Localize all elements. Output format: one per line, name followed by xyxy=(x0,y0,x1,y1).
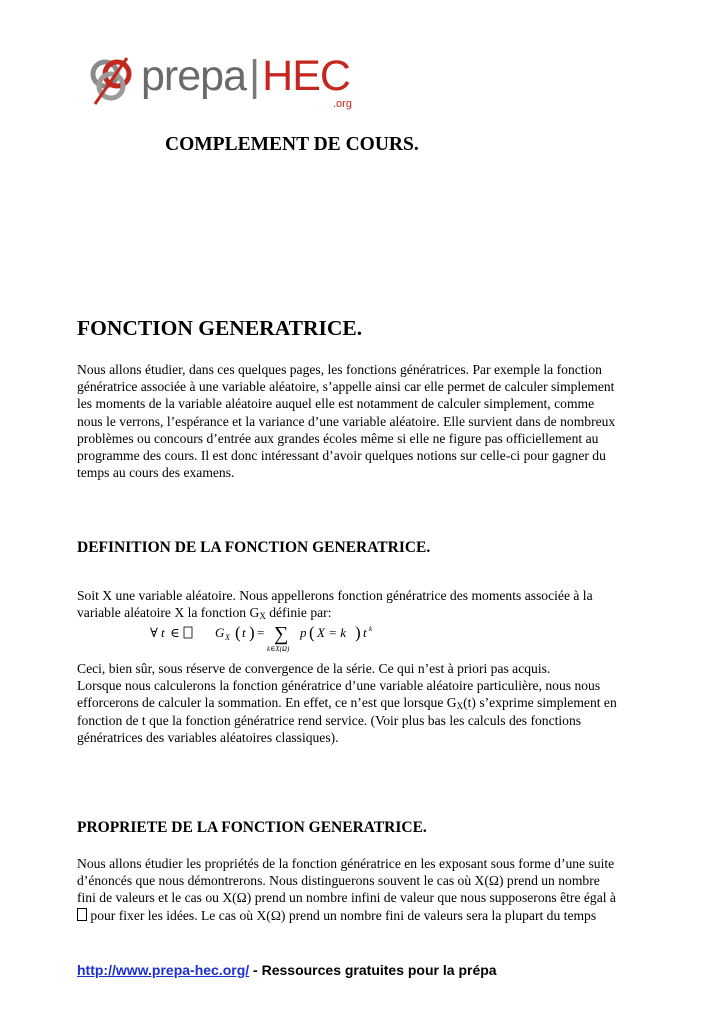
formula-p: p xyxy=(300,625,307,640)
text-line: Nous allons étudier, dans ces quelques pages, les fonctions génératrices. Par exemple la fonction xyxy=(77,362,602,377)
text-line: d’énoncés que nous démontrerons. Nous distinguerons souvent le cas où X(Ω) prend un nombre xyxy=(77,873,600,889)
text-line: temps au cours des examens. xyxy=(77,465,235,481)
subscript: X xyxy=(456,701,464,712)
text-line xyxy=(77,604,667,621)
text-fragment: définie par: xyxy=(265,605,332,621)
text-fragment: efforcerons de calculer la sommation. En effet, ce n’est que lorsque G xyxy=(77,695,457,711)
section-heading-definition: DEFINITION DE LA FONCTION GENERATRICE. xyxy=(77,539,431,556)
propriete-paragraph xyxy=(77,855,667,924)
formula-inner: X = k xyxy=(317,625,346,640)
section-heading-fonction-generatrice: FONCTION GENERATRICE. xyxy=(77,316,363,340)
text-fragment: (t) s’exprime simplement en xyxy=(463,695,617,711)
text-fragment: variable aléatoire X la fonction G xyxy=(77,605,260,621)
text-line: problèmes ou concours d’entrée aux grandes écoles même si elle ne figure pas officiellement au xyxy=(77,430,599,446)
section-heading-propriete: PROPRIETE DE LA FONCTION GENERATRICE. xyxy=(77,819,427,836)
footer-tagline: - Ressources gratuites pour la prépa xyxy=(249,962,497,978)
logo-wordmark xyxy=(141,50,350,102)
missing-glyph-box xyxy=(184,627,192,638)
text-line: génératrices des variables aléatoires classiques). xyxy=(77,729,339,745)
text-line xyxy=(77,694,667,711)
text-line: génératrice associée à une variable aléatoire, s’appelle ainsi car elle permet de calculer simplement xyxy=(77,379,615,395)
formula-t-power: t xyxy=(363,625,367,640)
forall-symbol: ∀ xyxy=(150,625,158,640)
formula-G-subscript: X xyxy=(225,633,230,642)
logo-org-text: .org xyxy=(333,98,352,110)
logo-separator: | xyxy=(248,52,260,100)
generating-function-formula xyxy=(150,623,410,653)
formula-equals: = xyxy=(257,625,265,640)
logo-hec-text: HEC xyxy=(262,52,350,100)
definition-intro xyxy=(77,587,667,621)
intro-paragraph xyxy=(77,361,667,481)
text-line: programme des cours. Il est donc intéressant d’avoir quelques notions sur celle-ci pour gagner du xyxy=(77,448,606,464)
text-line xyxy=(77,907,667,924)
text-line: fonction de t que la fonction génératrice rend service. (Voir plus bas les calculs des fonctions xyxy=(77,712,582,728)
in-symbol: ∈ xyxy=(170,625,180,640)
text-fragment: pour fixer les idées. Le cas où X(Ω) prend un nombre fini de valeurs sera la plupart du temps xyxy=(87,907,597,923)
text-line: les moments de la variable aléatoire auquel elle est notamment de calculer simplement, comme xyxy=(77,396,595,412)
rings-logo-icon xyxy=(83,46,143,112)
footer-link[interactable]: http://www.prepa-hec.org/ xyxy=(77,962,250,978)
text-line: Ceci, bien sûr, sous réserve de convergence de la série. Ce qui n’est à priori pas acquis. xyxy=(77,661,551,676)
formula-inner-rparen: ) xyxy=(355,623,361,642)
sum-index: k∈X(Ω) xyxy=(267,645,290,653)
formula-lparen: ( xyxy=(235,623,241,642)
text-line: fini de valeurs et le cas ou X(Ω) prend un nombre infini de valeur que nous supposerons être égal à xyxy=(77,890,616,906)
text-line: Nous allons étudier les propriétés de la fonction génératrice en les exposant sous forme d’une suite xyxy=(77,856,615,871)
formula-rparen: ) xyxy=(249,623,255,642)
formula-G: G xyxy=(215,625,225,640)
footer xyxy=(77,962,497,978)
page-title: COMPLEMENT DE COURS. xyxy=(165,134,419,155)
formula-t: t xyxy=(161,625,165,640)
definition-paragraph xyxy=(77,660,667,746)
formula-t-arg: t xyxy=(242,625,246,640)
text-line: Soit X une variable aléatoire. Nous appellerons fonction génératrice des moments associée à la xyxy=(77,588,593,603)
text-line: Lorsque nous calculerons la fonction génératrice d’une variable aléatoire particulière, nous nous xyxy=(77,678,601,694)
missing-glyph-box xyxy=(77,908,87,921)
subscript: X xyxy=(259,611,266,622)
prepa-hec-logo xyxy=(83,46,383,116)
text-line: nous le verrons, l’espérance et la variance d’une variable aléatoire. Elle survient dans de nombreux xyxy=(77,413,616,429)
sum-symbol: ∑ xyxy=(274,623,289,645)
formula-exponent: k xyxy=(369,625,373,633)
formula-inner-lparen: ( xyxy=(309,623,315,642)
logo-prepa-text: prepa xyxy=(141,52,246,100)
